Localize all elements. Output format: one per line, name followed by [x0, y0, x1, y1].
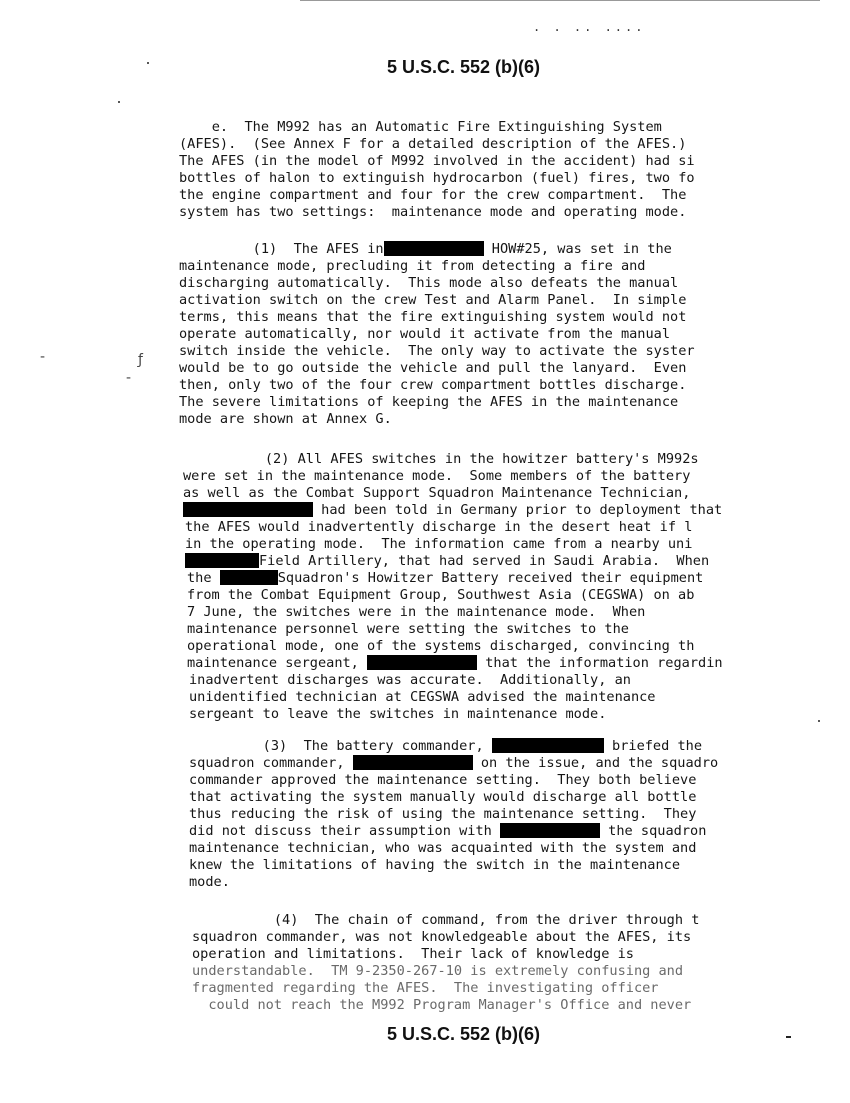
text-line: The AFES (in the model of M992 involved in the accident) had si: [179, 153, 695, 169]
text-line: sergeant to leave the switches in maintenance mode.: [189, 706, 607, 722]
scan-speck: [118, 101, 120, 103]
text-line: unidentified technician at CEGSWA advised the maintenance: [189, 689, 656, 705]
text-line: thus reducing the risk of using the maintenance setting. They: [189, 806, 697, 822]
text-line: Field Artillery, that had served in Saudi Arabia. When: [185, 553, 709, 570]
text-line: system has two settings: maintenance mode and operating mode.: [179, 204, 687, 220]
text-line: operation and limitations. Their lack of knowledge is: [192, 946, 634, 962]
redaction-block: [500, 823, 600, 838]
text-line: activation switch on the crew Test and Alarm Panel. In simple: [179, 292, 687, 308]
text-line: maintenance personnel were setting the switches to the: [187, 621, 629, 637]
redaction-block: [367, 655, 477, 670]
redaction-block: [185, 553, 259, 568]
scan-speck: [818, 720, 820, 722]
text-line: that activating the system manually would discharge all bottle: [189, 789, 697, 805]
text-line: 7 June, the switches were in the maintenance mode. When: [187, 604, 646, 620]
text-line: operate automatically, nor would it activate from the manual: [179, 326, 671, 342]
text-line: the Squadron's Howitzer Battery received their equipment: [187, 570, 704, 586]
text-line: maintenance sergeant, that the information regardin: [187, 655, 723, 671]
text-line: (4) The chain of command, from the driver through t: [192, 912, 700, 928]
scan-speck: [786, 1036, 791, 1038]
text-line: (1) The AFES in HOW#25, was set in the: [179, 241, 672, 257]
text-line: The severe limitations of keeping the AFES in the maintenance: [179, 394, 679, 410]
text-line: maintenance technician, who was acquainted with the system and: [189, 840, 697, 856]
text-line: the AFES would inadvertently discharge in the desert heat if l: [185, 519, 693, 535]
margin-mark: -: [126, 370, 132, 386]
text-line: did not discuss their assumption with the squadron: [189, 823, 707, 839]
text-line: mode.: [189, 874, 230, 890]
margin-mark: ƒ: [138, 352, 143, 368]
scan-speck: [147, 62, 149, 64]
text-line: discharging automatically. This mode also defeats the manual: [179, 275, 679, 291]
redaction-block: [353, 755, 473, 770]
top-rule: [300, 0, 820, 1]
text-line: from the Combat Equipment Group, Southwest Asia (CEGSWA) on ab: [187, 587, 695, 603]
text-line: bottles of halon to extinguish hydrocarbon (fuel) fires, two fo: [179, 170, 695, 186]
text-line: (2) All AFES switches in the howitzer battery's M992s: [183, 451, 699, 467]
text-line: operational mode, one of the systems discharged, convincing th: [187, 638, 695, 654]
foia-exemption-stamp-bottom: 5 U.S.C. 552 (b)(6): [387, 1024, 541, 1044]
text-line: would be to go outside the vehicle and pull the lanyard. Even: [179, 360, 687, 376]
margin-mark: -: [40, 349, 46, 365]
text-line: (AFES). (See Annex F for a detailed description of the AFES.): [179, 136, 687, 152]
text-line: could not reach the M992 Program Manager's Office and never: [192, 997, 692, 1013]
text-line: as well as the Combat Support Squadron Maintenance Technician,: [183, 485, 691, 501]
text-line: inadvertent discharges was accurate. Additionally, an: [189, 672, 631, 688]
text-line: mode are shown at Annex G.: [179, 411, 392, 427]
scan-artifact: . . .. ....: [533, 20, 646, 34]
text-line: squadron commander, on the issue, and the squadro: [189, 755, 719, 771]
text-line: the engine compartment and four for the crew compartment. The: [179, 187, 687, 203]
redaction-block: [183, 502, 313, 517]
text-line: commander approved the maintenance setting. They both believe: [189, 772, 697, 788]
text-line: in the operating mode. The information came from a nearby uni: [185, 536, 693, 552]
text-line: squadron commander, was not knowledgeable about the AFES, its: [192, 929, 692, 945]
text-line: (3) The battery commander, briefed the: [189, 738, 703, 754]
text-line: had been told in Germany prior to deployment that: [183, 502, 722, 519]
text-line: fragmented regarding the AFES. The investigating officer: [192, 980, 659, 996]
text-line: then, only two of the four crew compartment bottles discharge.: [179, 377, 687, 393]
text-line: e. The M992 has an Automatic Fire Extinguishing System: [179, 119, 662, 135]
text-line: switch inside the vehicle. The only way to activate the syster: [179, 343, 695, 359]
redaction-block: [220, 570, 278, 585]
redaction-block: [384, 241, 484, 256]
text-line: were set in the maintenance mode. Some members of the battery: [183, 468, 691, 484]
redaction-block: [492, 738, 604, 753]
text-line: terms, this means that the fire extinguishing system would not: [179, 309, 687, 325]
foia-exemption-stamp-top: 5 U.S.C. 552 (b)(6): [387, 57, 541, 77]
text-line: knew the limitations of having the switch in the maintenance: [189, 857, 681, 873]
text-line: understandable. TM 9-2350-267-10 is extremely confusing and: [192, 963, 684, 979]
text-line: maintenance mode, precluding it from detecting a fire and: [179, 258, 646, 274]
